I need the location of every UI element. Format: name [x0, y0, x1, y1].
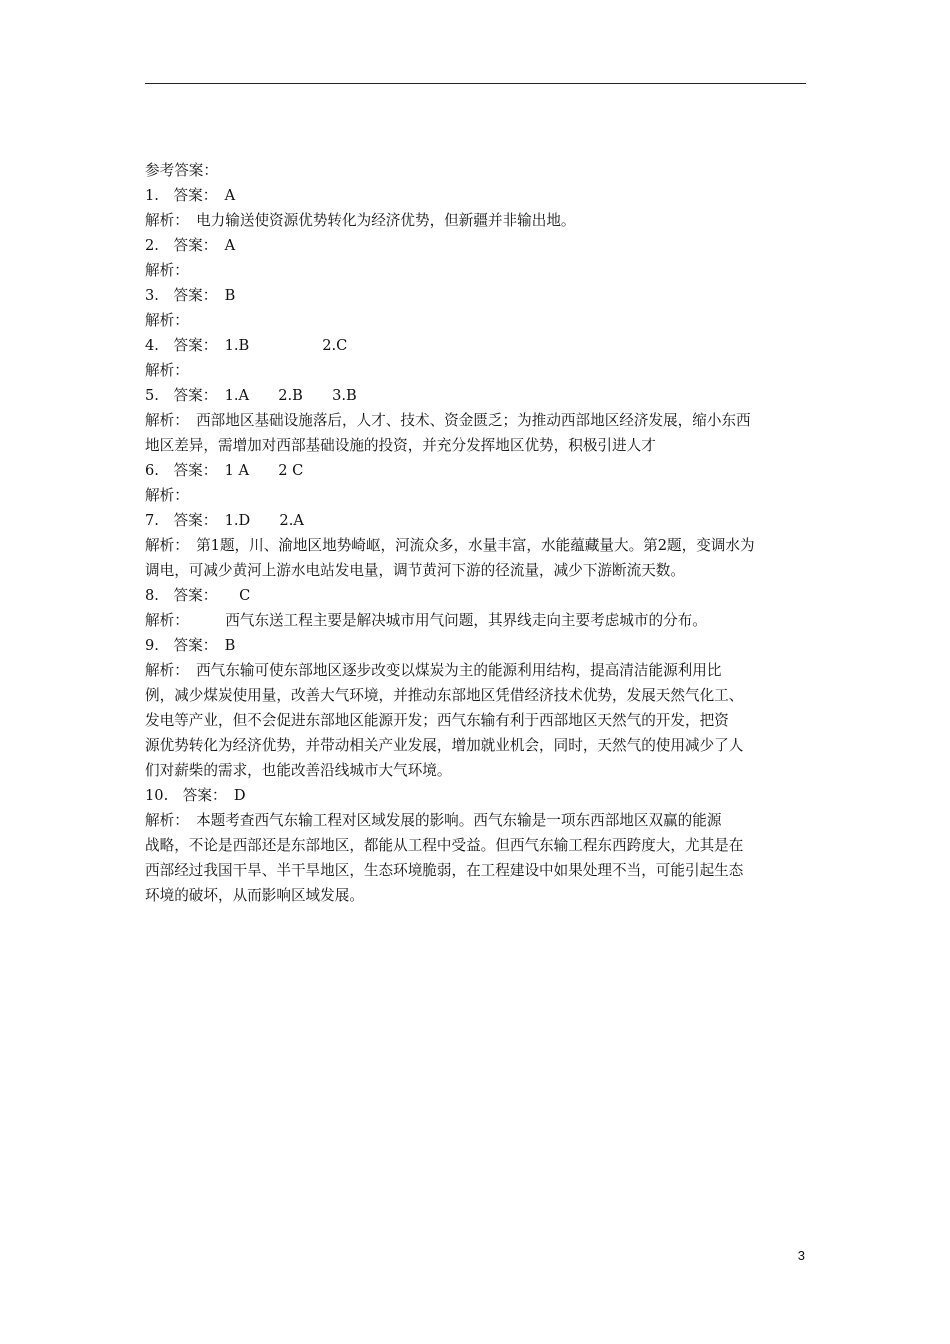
answer-line: 例，减少煤炭使用量，改善大气环境，并推动东部地区凭借经济技术优势，发展天然气化工、 — [145, 687, 744, 704]
answer-line: 战略，不论是西部还是东部地区，都能从工程中受益。但西气东输工程东西跨度大，尤其是在 — [145, 837, 744, 854]
answer-line: 4. 答案： 1.B 2.C — [145, 337, 348, 354]
answer-section — [145, 158, 809, 908]
answer-line: 解析： 本题考查西气东输工程对区域发展的影响。西气东输是一项东西部地区双赢的能源 — [145, 812, 722, 829]
header-rule — [145, 83, 806, 84]
answer-line: 地区差异，需增加对西部基础设施的投资，并充分发挥地区优势，积极引进人才 — [145, 437, 656, 454]
answer-line: 发电等产业，但不会促进东部地区能源开发；西气东输有利于西部地区天然气的开发，把资 — [145, 712, 729, 729]
answer-line: 10. 答案： D — [145, 787, 246, 804]
answer-line: 解析： 西气东输可使东部地区逐步改变以煤炭为主的能源利用结构，提高清洁能源利用比 — [145, 662, 722, 679]
answer-line: 们对薪柴的需求，也能改善沿线城市大气环境。 — [145, 762, 452, 779]
answer-line: 2. 答案： A — [145, 237, 236, 254]
answer-line: 解析： — [145, 312, 189, 329]
answer-line: 调电，可减少黄河上游水电站发电量，调节黄河下游的径流量，减少下游断流天数。 — [145, 562, 685, 579]
answer-line: 7. 答案： 1.D 2.A — [145, 512, 304, 529]
answer-line: 解析： 西气东送工程主要是解决城市用气问题，其界线走向主要考虑城市的分布。 — [145, 612, 707, 629]
answer-line: 6. 答案： 1 A 2 C — [145, 462, 304, 479]
answer-line: 西部经过我国干旱、半干旱地区，生态环境脆弱，在工程建设中如果处理不当，可能引起生态 — [145, 862, 744, 879]
answer-line: 3. 答案： B — [145, 287, 236, 304]
answer-line: 解析： — [145, 362, 189, 379]
answer-line: 5. 答案： 1.A 2.B 3.B — [145, 387, 357, 404]
answer-line: 解析： 电力输送使资源优势转化为经济优势，但新疆并非输出地。 — [145, 212, 576, 229]
answer-line: 环境的破坏，从而影响区域发展。 — [145, 887, 364, 904]
answer-line: 9. 答案： B — [145, 637, 236, 654]
page-number: 3 — [797, 1248, 805, 1263]
answer-line: 解析： — [145, 487, 189, 504]
answer-line: 1. 答案： A — [145, 187, 236, 204]
answer-line: 解析： 第1题，川、渝地区地势崎岖，河流众多，水量丰富，水能蕴藏量大。第2题，变调水为 — [145, 537, 755, 554]
answer-line: 8. 答案： C — [145, 587, 251, 604]
answer-line: 解析： — [145, 262, 189, 279]
answer-line: 解析： 西部地区基础设施落后，人才、技术、资金匮乏；为推动西部地区经济发展，缩小东西 — [145, 412, 751, 429]
answer-line: 源优势转化为经济优势，并带动相关产业发展，增加就业机会，同时，天然气的使用减少了人 — [145, 737, 744, 754]
section-title: 参考答案： — [145, 162, 218, 179]
